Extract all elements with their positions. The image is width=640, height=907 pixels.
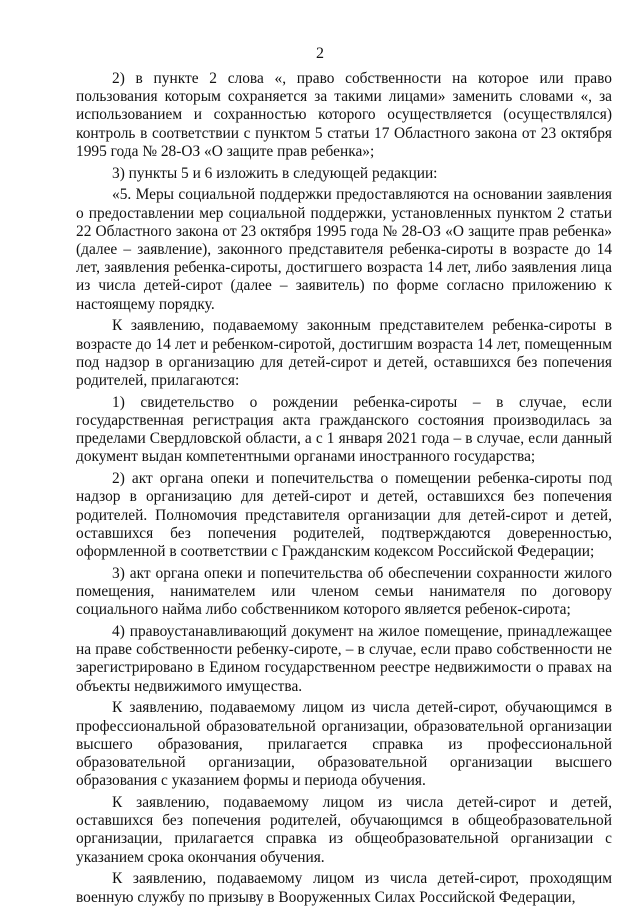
paragraph-point-5: «5. Меры социальной поддержки предоставляются на основании заявления о предоставлении мер социальной поддержки, установленных пунктом 2 статьи 22 Областного закона от 23 октября 1995 года № 28-ОЗ «О защите прав ребенка» (далее – заявление), законного представителя ребенка-сироты в возрасте до 14 лет, заявления ребенка-сироты, достигшего возраста 14 лет, либо заявления лица из числа детей-сирот (далее – заявитель) по форме согласно приложению к настоящему порядку. <box>76 186 612 313</box>
paragraph-list-item-4: 4) правоустанавливающий документ на жилое помещение, принадлежащее на праве собственности ребенку-сироте, – в случае, если право собственности не зарегистрировано в Едином государственном реестре недвижимости о правах на объекты недвижимого имущества. <box>76 623 612 695</box>
paragraph-student-general: К заявлению, подаваемому лицом из числа детей-сирот и детей, оставшихся без попечения родителей, обучающимся в общеобразовательной организации, прилагается справка из общеобразовательной организации с указанием срока окончания обучения. <box>76 794 612 866</box>
paragraph-military-service: К заявлению, подаваемому лицом из числа детей-сирот, проходящим военную службу по призыву в Вооруженных Силах Российской Федерации, <box>76 870 612 906</box>
paragraph-list-item-1: 1) свидетельство о рождении ребенка-сироты – в случае, если государственная регистрация акта гражданского состояния производилась за пределами Свердловской области, а с 1 января 2021 года – в случае, если данный документ выдан компетентными органами иностранного государства; <box>76 393 612 466</box>
paragraph-student-vocational: К заявлению, подаваемому лицом из числа детей-сирот, обучающимся в профессиональной образовательной организации, образовательной организации высшего образования, прилагается справка из профессиональной образовательной организации, образовательной организации высшего образования с указанием формы и периода обучения. <box>76 699 612 790</box>
paragraph-list-item-3: 3) акт органа опеки и попечительства об обеспечении сохранности жилого помещения, нанимателем или членом семьи нанимателя по договору социального найма либо собственником которого является ребенок-сирота; <box>76 564 612 619</box>
paragraph-item-2-amendment: 2) в пункте 2 слова «, право собственности на которое или право пользования которым сохраняется за такими лицами» заменить словами «, за использованием и сохранностью которого осуществляется (осуществлялся) контроль в соответствии с пунктом 5 статьи 17 Областного закона от 23 октября 1995 года № 28-ОЗ «О защите прав ребенка»; <box>76 70 612 160</box>
paragraph-list-item-2: 2) акт органа опеки и попечительства о помещении ребенка-сироты под надзор в организацию для детей-сирот и детей, оставшихся без попечения родителей. Полномочия представителя организации для детей-сирот и детей, оставшихся без попечения родителей, подтверждаются доверенностью, оформленной в соответствии с Гражданским кодексом Российской Федерации; <box>76 470 612 561</box>
paragraph-attachments-intro: К заявлению, подаваемому законным представителем ребенка-сироты в возрасте до 14 лет и ребенком-сиротой, достигшим возраста 14 лет, помещенным под надзор в организацию для детей-сирот и детей, оставшихся без попечения родителей, прилагаются: <box>76 317 612 390</box>
paragraph-item-3-intro: 3) пункты 5 и 6 изложить в следующей редакции: <box>112 164 438 182</box>
page-number: 2 <box>316 45 324 62</box>
document-body <box>76 70 612 907</box>
